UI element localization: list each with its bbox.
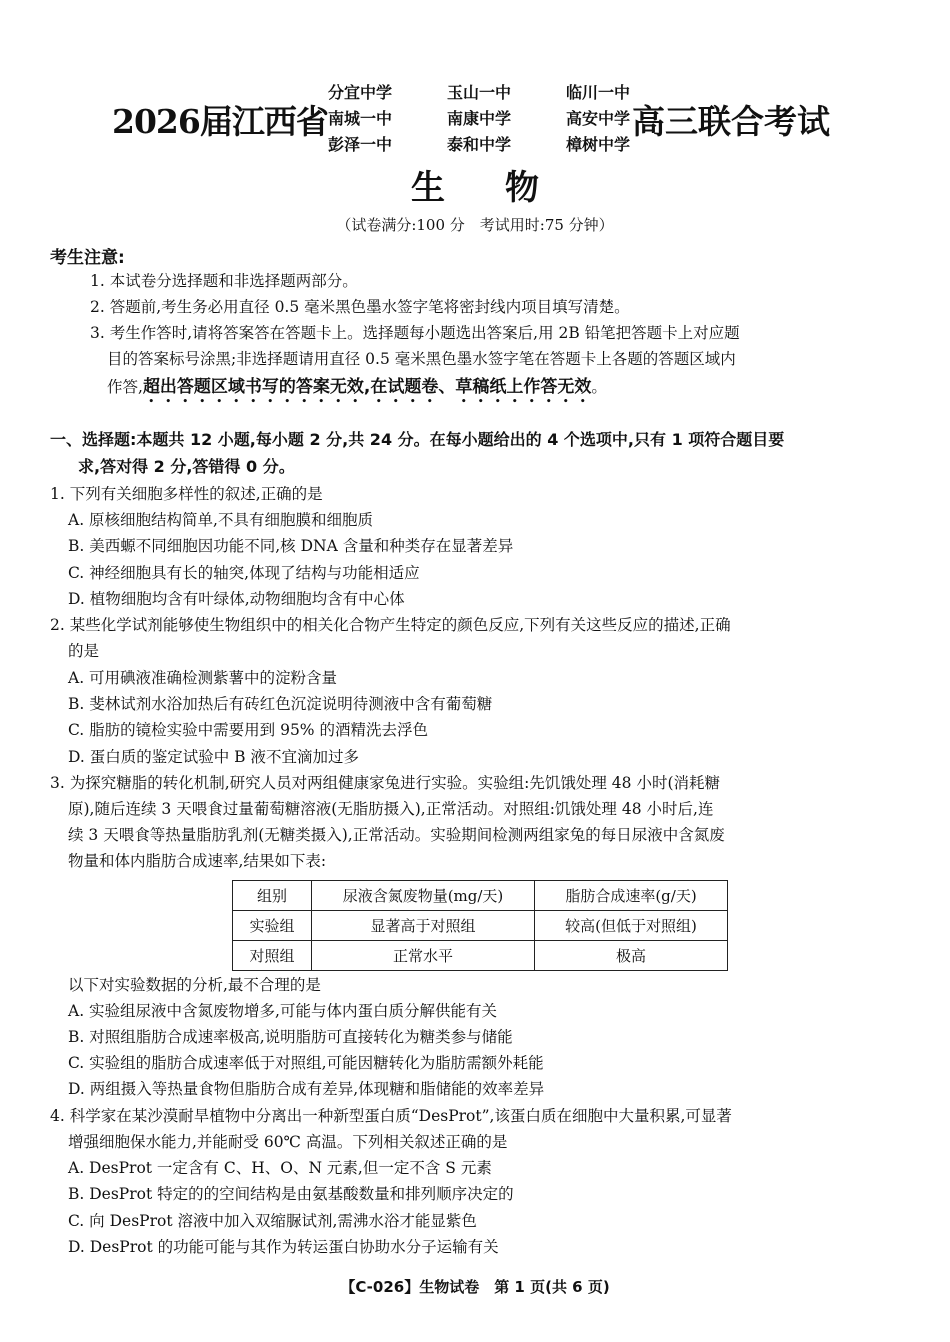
section-line: 求,答对得 2 分,答错得 0 分。	[78, 457, 295, 476]
exam-title: 高三联合考试	[632, 102, 830, 141]
page-footer: 【C-026】生物试卷 第 1 页(共 6 页)	[340, 1278, 610, 1296]
question-stem: 1. 下列有关细胞多样性的叙述,正确的是	[50, 485, 323, 503]
notice-item: 2. 答题前,考生务必用直径 0.5 毫米黑色墨水签字笔将密封线内项目填写清楚。	[90, 298, 630, 316]
table-header-row	[233, 881, 728, 911]
exam-year-province: 2026届江西省	[112, 102, 328, 141]
school-name: 南康中学	[446, 109, 511, 128]
school-name: 樟树中学	[565, 135, 630, 154]
exam-info: （试卷满分:100 分 考试用时:75 分钟）	[336, 216, 614, 234]
option-a: A. DesProt 一定含有 C、H、O、N 元素,但一定不含 S 元素	[68, 1159, 492, 1177]
section-line: 一、选择题:本题共 12 小题,每小题 2 分,共 24 分。在每小题给出的 4 个选项中,只有 1 项符合题目要	[50, 430, 785, 449]
school-name: 高安中学	[565, 109, 630, 128]
notice-title: 考生注意:	[50, 248, 125, 268]
school-name: 玉山一中	[446, 83, 511, 102]
notice-emphasis: 超出答题区域书写的答案无效,在试题卷、草稿纸上作答无效	[142, 377, 592, 397]
option-a: A. 可用碘液准确检测紫薯中的淀粉含量	[68, 669, 338, 687]
table-cell: 显著高于对照组	[312, 911, 535, 941]
results-table	[232, 880, 728, 971]
table-row	[233, 911, 728, 941]
question-stem-continued: 增强细胞保水能力,并能耐受 60℃ 高温。下列相关叙述正确的是	[68, 1133, 508, 1151]
table-header: 组别	[233, 881, 312, 911]
option-d: D. DesProt 的功能可能与其作为转运蛋白协助水分子运输有关	[68, 1238, 499, 1256]
table-cell: 极高	[535, 941, 728, 971]
notice-item: 1. 本试卷分选择题和非选择题两部分。	[90, 272, 358, 290]
option-b: B. DesProt 特定的的空间结构是由氨基酸数量和排列顺序决定的	[68, 1185, 514, 1203]
school-name: 泰和中学	[446, 135, 511, 154]
school-name: 彭泽一中	[328, 135, 393, 154]
school-row	[328, 80, 630, 106]
option-b: B. 美西螈不同细胞因功能不同,核 DNA 含量和种类存在显著差异	[68, 537, 514, 555]
option-b: B. 对照组脂肪合成速率极高,说明脂肪可直接转化为糖类参与储能	[68, 1028, 513, 1046]
option-a: A. 原核细胞结构简单,不具有细胞膜和细胞质	[68, 511, 373, 529]
option-c: C. 神经细胞具有长的轴突,体现了结构与功能相适应	[68, 564, 420, 582]
table-cell: 对照组	[233, 941, 312, 971]
school-name: 分宜中学	[328, 83, 393, 102]
question-ask: 以下对实验数据的分析,最不合理的是	[68, 976, 321, 994]
notice-text: 作答,	[107, 378, 143, 396]
notice-item-continued: 目的答案标号涂黑;非选择题请用直径 0.5 毫米黑色墨水签字笔在答题卡上各题的答题区域内	[107, 350, 736, 368]
notice-end: 。	[591, 378, 607, 396]
option-b: B. 斐林试剂水浴加热后有砖红色沉淀说明待测液中含有葡萄糖	[68, 695, 493, 713]
question-stem-continued: 物量和体内脂肪合成速率,结果如下表:	[68, 852, 327, 870]
option-d: D. 蛋白质的鉴定试验中 B 液不宜滴加过多	[68, 748, 359, 766]
table-cell: 较高(但低于对照组)	[535, 911, 728, 941]
subject-title: 生物	[411, 168, 599, 208]
school-name: 南城一中	[328, 109, 393, 128]
table-cell: 实验组	[233, 911, 312, 941]
option-c: C. 脂肪的镜检实验中需要用到 95% 的酒精洗去浮色	[68, 721, 428, 739]
option-d: D. 两组摄入等热量食物但脂肪合成有差异,体现糖和脂储能的效率差异	[68, 1080, 545, 1098]
school-list	[328, 80, 630, 158]
option-d: D. 植物细胞均含有叶绿体,动物细胞均含有中心体	[68, 590, 405, 608]
table-header: 尿液含氮废物量(mg/天)	[312, 881, 535, 911]
option-c: C. 向 DesProt 溶液中加入双缩脲试剂,需沸水浴才能显紫色	[68, 1212, 477, 1230]
school-row	[328, 132, 630, 158]
notice-item-continued	[90, 373, 919, 407]
question-stem-continued: 的是	[68, 642, 100, 660]
question-stem: 4. 科学家在某沙漠耐旱植物中分离出一种新型蛋白质“DesProt”,该蛋白质在细胞中大量积累,可显著	[50, 1107, 732, 1125]
question-stem: 3. 为探究糖脂的转化机制,研究人员对两组健康家兔进行实验。实验组:先饥饿处理 48 小时(消耗糖	[50, 774, 720, 792]
question-stem-continued: 原),随后连续 3 天喂食过量葡萄糖溶液(无脂肪摄入),正常活动。对照组:饥饿处理 48 小时后,连	[68, 800, 714, 818]
question-stem-continued: 续 3 天喂食等热量脂肪乳剂(无糖类摄入),正常活动。实验期间检测两组家兔的每日尿液中含氮废	[68, 826, 725, 844]
notice-item: 3. 考生作答时,请将答案答在答题卡上。选择题每小题选出答案后,用 2B 铅笔把答题卡上对应题	[90, 324, 740, 342]
question-stem: 2. 某些化学试剂能够使生物组织中的相关化合物产生特定的颜色反应,下列有关这些反应的描述,正确	[50, 616, 731, 634]
table-header: 脂肪合成速率(g/天)	[535, 881, 728, 911]
option-a: A. 实验组尿液中含氮废物增多,可能与体内蛋白质分解供能有关	[68, 1002, 497, 1020]
table-cell: 正常水平	[312, 941, 535, 971]
table-row	[233, 941, 728, 971]
section-heading	[50, 426, 910, 480]
school-name: 临川一中	[565, 83, 630, 102]
school-row	[328, 106, 630, 132]
option-c: C. 实验组的脂肪合成速率低于对照组,可能因糖转化为脂肪需额外耗能	[68, 1054, 544, 1072]
